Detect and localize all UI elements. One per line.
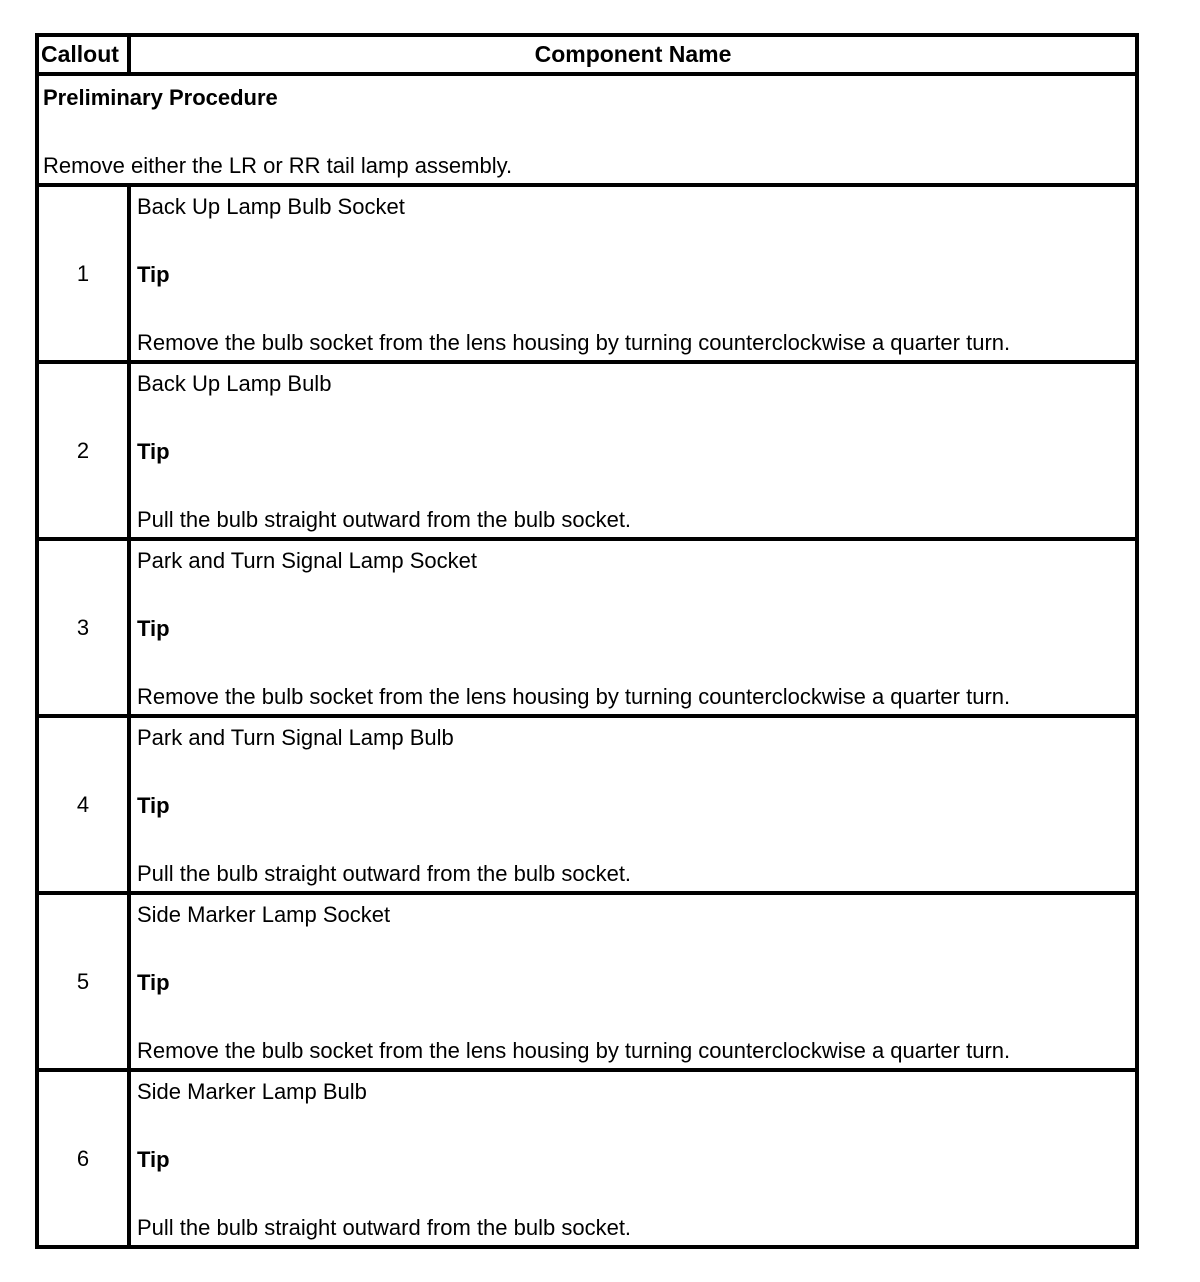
tip-label: Tip (137, 1147, 170, 1172)
component-cell (129, 716, 1137, 893)
tip-label: Tip (137, 262, 170, 287)
tip-text: Remove the bulb socket from the lens housing by turning counterclockwise a quarter turn. (137, 330, 1011, 355)
preliminary-procedure-cell (37, 74, 1137, 185)
callout-number: 1 (37, 185, 129, 362)
procedure-table (35, 33, 1139, 1249)
preliminary-procedure-text: Remove either the LR or RR tail lamp assembly. (43, 153, 513, 178)
component-name-column-header: Component Name (129, 35, 1137, 74)
callout-column-header: Callout (37, 35, 129, 74)
table-row (37, 539, 1137, 716)
tip-label: Tip (137, 970, 170, 995)
component-name: Back Up Lamp Bulb Socket (137, 194, 405, 219)
callout-number: 6 (37, 1070, 129, 1247)
tip-label: Tip (137, 616, 170, 641)
table-row (37, 893, 1137, 1070)
table-row (37, 185, 1137, 362)
tip-label: Tip (137, 439, 170, 464)
table-row (37, 1070, 1137, 1247)
callout-number: 4 (37, 716, 129, 893)
callout-number: 3 (37, 539, 129, 716)
tip-text: Pull the bulb straight outward from the bulb socket. (137, 1215, 632, 1240)
callout-number: 2 (37, 362, 129, 539)
preliminary-procedure-row (37, 74, 1137, 185)
component-cell (129, 362, 1137, 539)
tip-text: Remove the bulb socket from the lens housing by turning counterclockwise a quarter turn. (137, 1038, 1011, 1063)
component-cell (129, 893, 1137, 1070)
component-name: Park and Turn Signal Lamp Socket (137, 548, 477, 573)
component-cell (129, 1070, 1137, 1247)
table-row (37, 716, 1137, 893)
tip-label: Tip (137, 793, 170, 818)
tip-text: Remove the bulb socket from the lens housing by turning counterclockwise a quarter turn. (137, 684, 1011, 709)
tip-text: Pull the bulb straight outward from the bulb socket. (137, 507, 632, 532)
tip-text: Pull the bulb straight outward from the bulb socket. (137, 861, 632, 886)
table-header-row (37, 35, 1137, 74)
component-name: Side Marker Lamp Socket (137, 902, 391, 927)
component-name: Back Up Lamp Bulb (137, 371, 332, 396)
component-name: Side Marker Lamp Bulb (137, 1079, 367, 1104)
preliminary-procedure-title: Preliminary Procedure (43, 85, 278, 110)
component-name: Park and Turn Signal Lamp Bulb (137, 725, 454, 750)
table-row (37, 362, 1137, 539)
component-cell (129, 185, 1137, 362)
component-cell (129, 539, 1137, 716)
callout-number: 5 (37, 893, 129, 1070)
